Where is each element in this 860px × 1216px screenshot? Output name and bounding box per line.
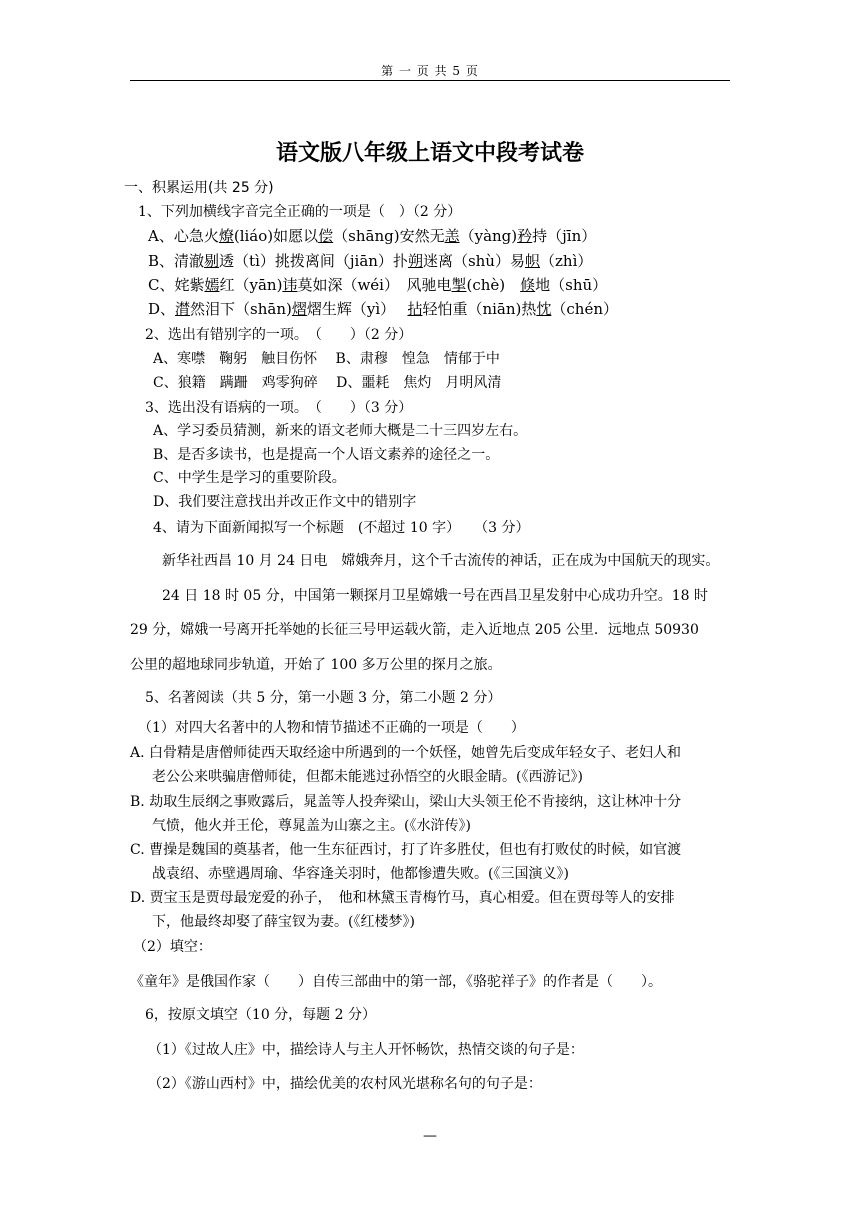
q1-stem: 1、下列加横线字音完全正确的一项是（ ）（2 分）	[138, 204, 462, 220]
exam-title: 语文版八年级上语文中段考试卷	[275, 140, 584, 166]
q3-option-c: C、中学生是学习的重要阶段。	[153, 470, 346, 486]
q5-option-c-line2: 战袁绍、赤壁遇周瑜、华容逢关羽时，他都惨遭失败。(《三国演义》)	[152, 866, 569, 882]
q2-options-row1: A、寒噤 鞠躬 触目伤怀 B、肃穆 惶急 情郁于中	[153, 351, 500, 367]
q2-options-row2: C、狼籍 蹒跚 鸡零狗碎 D、噩耗 焦灼 月明风清	[153, 375, 502, 391]
q1-option-b: B、清澈剔透（tì）挑拨离间（jiān）扑朔迷离（shù）易帜（zhì）	[148, 252, 593, 270]
q3-stem: 3、选出没有语病的一项。 （ ）（3 分）	[145, 400, 413, 416]
page-footer-mark: —	[423, 1128, 437, 1144]
news-paragraph-line1: 新华社西昌 10 月 24 日电 嫦娥奔月，这个千古流传的神话，正在成为中国航天的现实。	[162, 553, 720, 569]
q3-option-b: B、是否多读书，也是提高一个人语文素养的途径之一。	[153, 447, 500, 463]
q6-sub2: （2）《游山西村》中，描绘优美的农村风光堪称名句的句子是：	[148, 1076, 542, 1092]
news-paragraph-line3: 29 分，嫦娥一号离开托举她的长征三号甲运载火箭，走入近地点 205 公里．远地点 50930	[130, 622, 699, 638]
q4-stem: 4、请为下面新闻拟写一个标题 (不超过 10 字） （3 分）	[153, 520, 530, 536]
q2-stem: 2、选出有错别字的一项。 （ ）（2 分）	[145, 327, 413, 343]
q3-option-a: A、学习委员猜测，新来的语文老师大概是二十三四岁左右。	[153, 423, 528, 439]
q1-option-d: D、潸然泪下（shān)熠熠生辉（yì） 拈轻怕重（niān)热忱（chén）	[148, 300, 618, 318]
q5-option-b-line1: B. 劫取生辰纲之事败露后，晁盖等人投奔梁山，梁山大头领王伦不肯接纳，这让林冲十分	[130, 794, 682, 810]
q5-option-c-line1: C. 曹操是魏国的奠基者，他一生东征西讨，打了许多胜仗，但也有打败仗的时候，如官渡	[130, 842, 682, 858]
q5-sub1-stem: （1）对四大名著中的人物和情节描述不正确的一项是（ ）	[138, 720, 525, 736]
q5-option-d-line2: 下，他最终却娶了薛宝钗为妻。(《红楼梦》)	[152, 914, 415, 930]
q5-option-d-line1: D. 贾宝玉是贾母最宠爱的孙子， 他和林黛玉青梅竹马，真心相爱。但在贾母等人的安排	[130, 890, 675, 906]
q5-option-b-line2: 气愤，他火并王伦，尊晁盖为山寨之主。(《水浒传》)	[152, 818, 471, 834]
q6-sub1: （1）《过故人庄》中，描绘诗人与主人开怀畅饮，热情交谈的句子是：	[148, 1042, 584, 1058]
q1-option-c: C、姹紫嫣红（yān)讳莫如深（wéi） 风驰电掣(chè) 倏地（shū）	[148, 276, 608, 294]
page-header: 第 一 页 共 5 页	[381, 64, 479, 78]
header-divider	[130, 80, 730, 81]
news-paragraph-line2: 24 日 18 时 05 分，中国第一颗探月卫星嫦娥一号在西昌卫星发射中心成功升空。18 时	[162, 588, 708, 604]
section-heading: 一、积累运用(共 25 分)	[124, 180, 274, 196]
q6-stem: 6，按原文填空（10 分，每题 2 分）	[145, 1007, 376, 1023]
q5-fill-line: 《童年》是俄国作家（ ）自传三部曲中的第一部，《骆驼祥子》的作者是（ ）。	[130, 974, 662, 990]
q1-option-a: A、心急火燎(liáo)如愿以偿（shāng)安然无恙（yàng)矜持（jīn）	[148, 227, 597, 245]
news-paragraph-line4: 公里的超地球同步轨道，开始了 100 多万公里的探月之旅。	[130, 657, 502, 673]
q5-option-a-line1: A. 白骨精是唐僧师徒西天取经途中所遇到的一个妖怪，她曾先后变成年轻女子、老妇人和	[130, 745, 682, 761]
q3-option-d: D、我们要注意找出并改正作文中的错别字	[153, 494, 417, 510]
q5-sub2-stem: （2）填空：	[133, 939, 212, 955]
q5-stem: 5、名著阅读（共 5 分，第一小题 3 分，第二小题 2 分）	[145, 690, 502, 706]
q5-option-a-line2: 老公公来哄骗唐僧师徒，但都未能逃过孙悟空的火眼金睛。(《西游记》)	[152, 769, 583, 785]
